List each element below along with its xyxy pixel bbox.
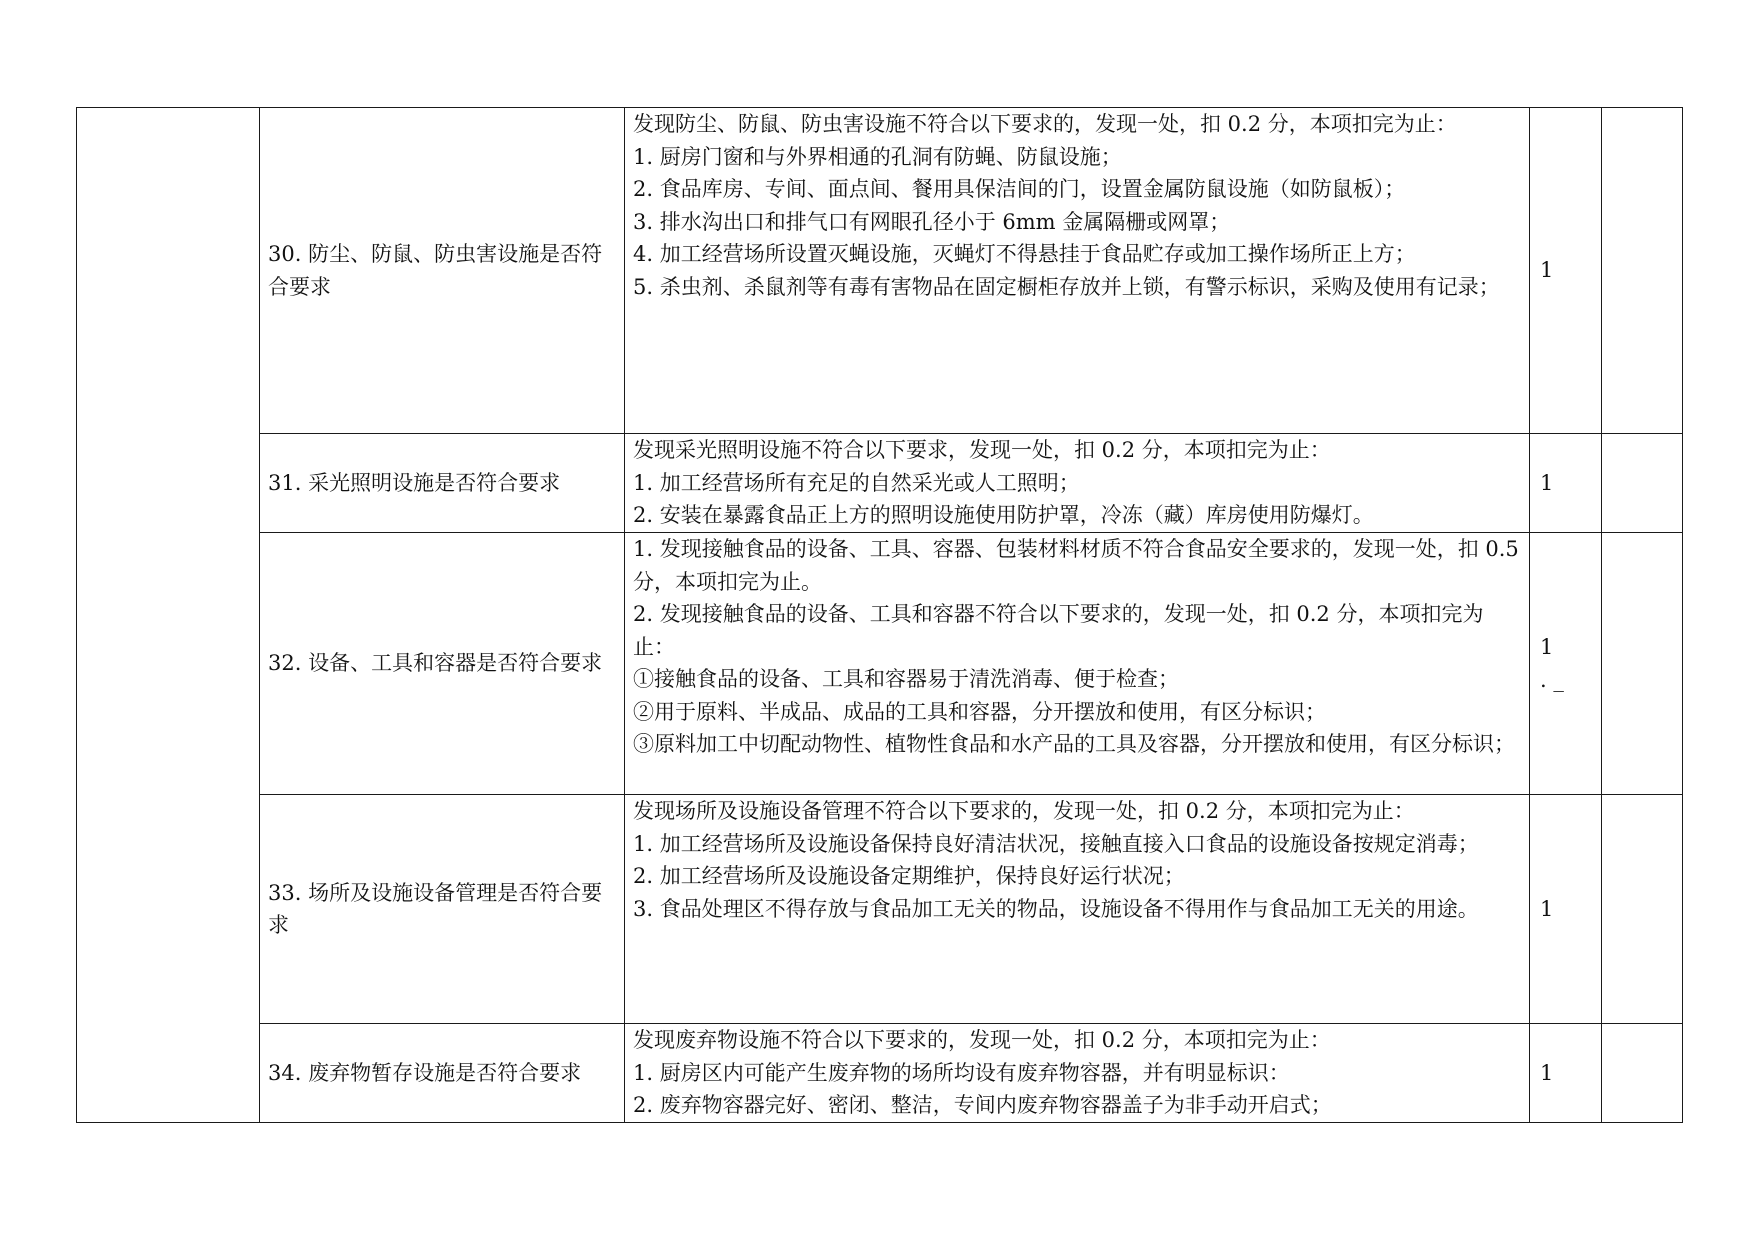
category-cell — [77, 108, 260, 1123]
criteria-line: 1. 发现接触食品的设备、工具、容器、包装材料材质不符合食品安全要求的，发现一处，扣 0.5 分，本项扣完为止。 — [633, 537, 1519, 594]
criteria-line: 2. 食品库房、专间、面点间、餐用具保洁间的门，设置金属防鼠设施（如防鼠板）； — [633, 177, 1406, 201]
score-extra: . _ — [1540, 667, 1564, 692]
criteria-line: 3. 食品处理区不得存放与食品加工无关的物品，设施设备不得用作与食品加工无关的用途。 — [633, 896, 1479, 921]
table-row-31 — [77, 434, 1683, 533]
criteria-line: ①接触食品的设备、工具和容器易于清洗消毒、便于检查； — [633, 667, 1179, 691]
remark-cell — [1602, 1024, 1683, 1123]
remark-cell — [1602, 108, 1683, 434]
item-cell — [260, 795, 625, 1024]
table-row-33 — [77, 795, 1683, 1024]
criteria-line: 发现防尘、防鼠、防虫害设施不符合以下要求的，发现一处，扣 0.2 分，本项扣完为止： — [633, 112, 1457, 136]
item-label: 33. 场所及设施设备管理是否符合要求 — [268, 880, 603, 937]
criteria-cell — [625, 795, 1530, 1024]
criteria-line: 5. 杀虫剂、杀鼠剂等有毒有害物品在固定橱柜存放并上锁，有警示标识，采购及使用有记录； — [633, 274, 1500, 299]
criteria-line: 2. 安装在暴露食品正上方的照明设施使用防护罩，冷冻（藏）库房使用防爆灯。 — [633, 503, 1374, 527]
criteria-line: 1. 厨房门窗和与外界相通的孔洞有防蝇、防鼠设施； — [633, 144, 1122, 169]
item-cell — [260, 108, 625, 434]
criteria-line: 2. 发现接触食品的设备、工具和容器不符合以下要求的，发现一处，扣 0.2 分，本项扣完为止： — [633, 602, 1484, 659]
inspection-table — [76, 107, 1683, 1123]
criteria-line: 2. 加工经营场所及设施设备定期维护，保持良好运行状况； — [633, 864, 1185, 888]
score-cell — [1530, 1024, 1602, 1123]
criteria-line: 发现采光照明设施不符合以下要求，发现一处，扣 0.2 分，本项扣完为止： — [633, 438, 1331, 462]
criteria-cell — [625, 1024, 1530, 1123]
score-value: 1 — [1540, 1060, 1554, 1085]
remark-cell — [1602, 533, 1683, 795]
criteria-line: 发现废弃物设施不符合以下要求的，发现一处，扣 0.2 分，本项扣完为止： — [633, 1028, 1331, 1052]
table-row-34 — [77, 1024, 1683, 1123]
criteria-line: ②用于原料、半成品、成品的工具和容器，分开摆放和使用，有区分标识； — [633, 699, 1326, 724]
criteria-line: 1. 加工经营场所有充足的自然采光或人工照明； — [633, 470, 1080, 495]
score-cell — [1530, 795, 1602, 1024]
item-label: 34. 废弃物暂存设施是否符合要求 — [268, 1060, 582, 1085]
criteria-line: 1. 厨房区内可能产生废弃物的场所均设有废弃物容器，并有明显标识： — [633, 1060, 1290, 1085]
criteria-cell — [625, 434, 1530, 533]
item-cell — [260, 1024, 625, 1123]
item-cell — [260, 533, 625, 795]
criteria-line: 4. 加工经营场所设置灭蝇设施，灭蝇灯不得悬挂于食品贮存或加工操作场所正上方； — [633, 242, 1416, 266]
score-cell — [1530, 533, 1602, 795]
score-cell — [1530, 434, 1602, 533]
criteria-line: 3. 排水沟出口和排气口有网眼孔径小于 6mm 金属隔栅或网罩； — [633, 209, 1231, 234]
item-label: 30. 防尘、防鼠、防虫害设施是否符合要求 — [268, 242, 603, 299]
criteria-line: 2. 废弃物容器完好、密闭、整洁，专间内废弃物容器盖子为非手动开启式； — [633, 1093, 1332, 1117]
score-value: 1 — [1540, 896, 1554, 921]
remark-cell — [1602, 434, 1683, 533]
item-label: 31. 采光照明设施是否符合要求 — [268, 470, 561, 495]
score-value: 1 — [1540, 258, 1554, 283]
criteria-cell — [625, 533, 1530, 795]
item-label: 32. 设备、工具和容器是否符合要求 — [268, 651, 603, 676]
criteria-cell — [625, 108, 1530, 434]
criteria-line: 1. 加工经营场所及设施设备保持良好清洁状况，接触直接入口食品的设施设备按规定消毒； — [633, 831, 1479, 856]
criteria-line: 发现场所及设施设备管理不符合以下要求的，发现一处，扣 0.2 分，本项扣完为止： — [633, 799, 1415, 823]
criteria-line: ③原料加工中切配动物性、植物性食品和水产品的工具及容器，分开摆放和使用，有区分标识； — [633, 732, 1515, 756]
table-row-32 — [77, 533, 1683, 795]
score-value: 1 — [1540, 635, 1554, 659]
score-cell — [1530, 108, 1602, 434]
item-cell — [260, 434, 625, 533]
table-row-30 — [77, 108, 1683, 434]
score-value: 1 — [1540, 470, 1554, 495]
remark-cell — [1602, 795, 1683, 1024]
